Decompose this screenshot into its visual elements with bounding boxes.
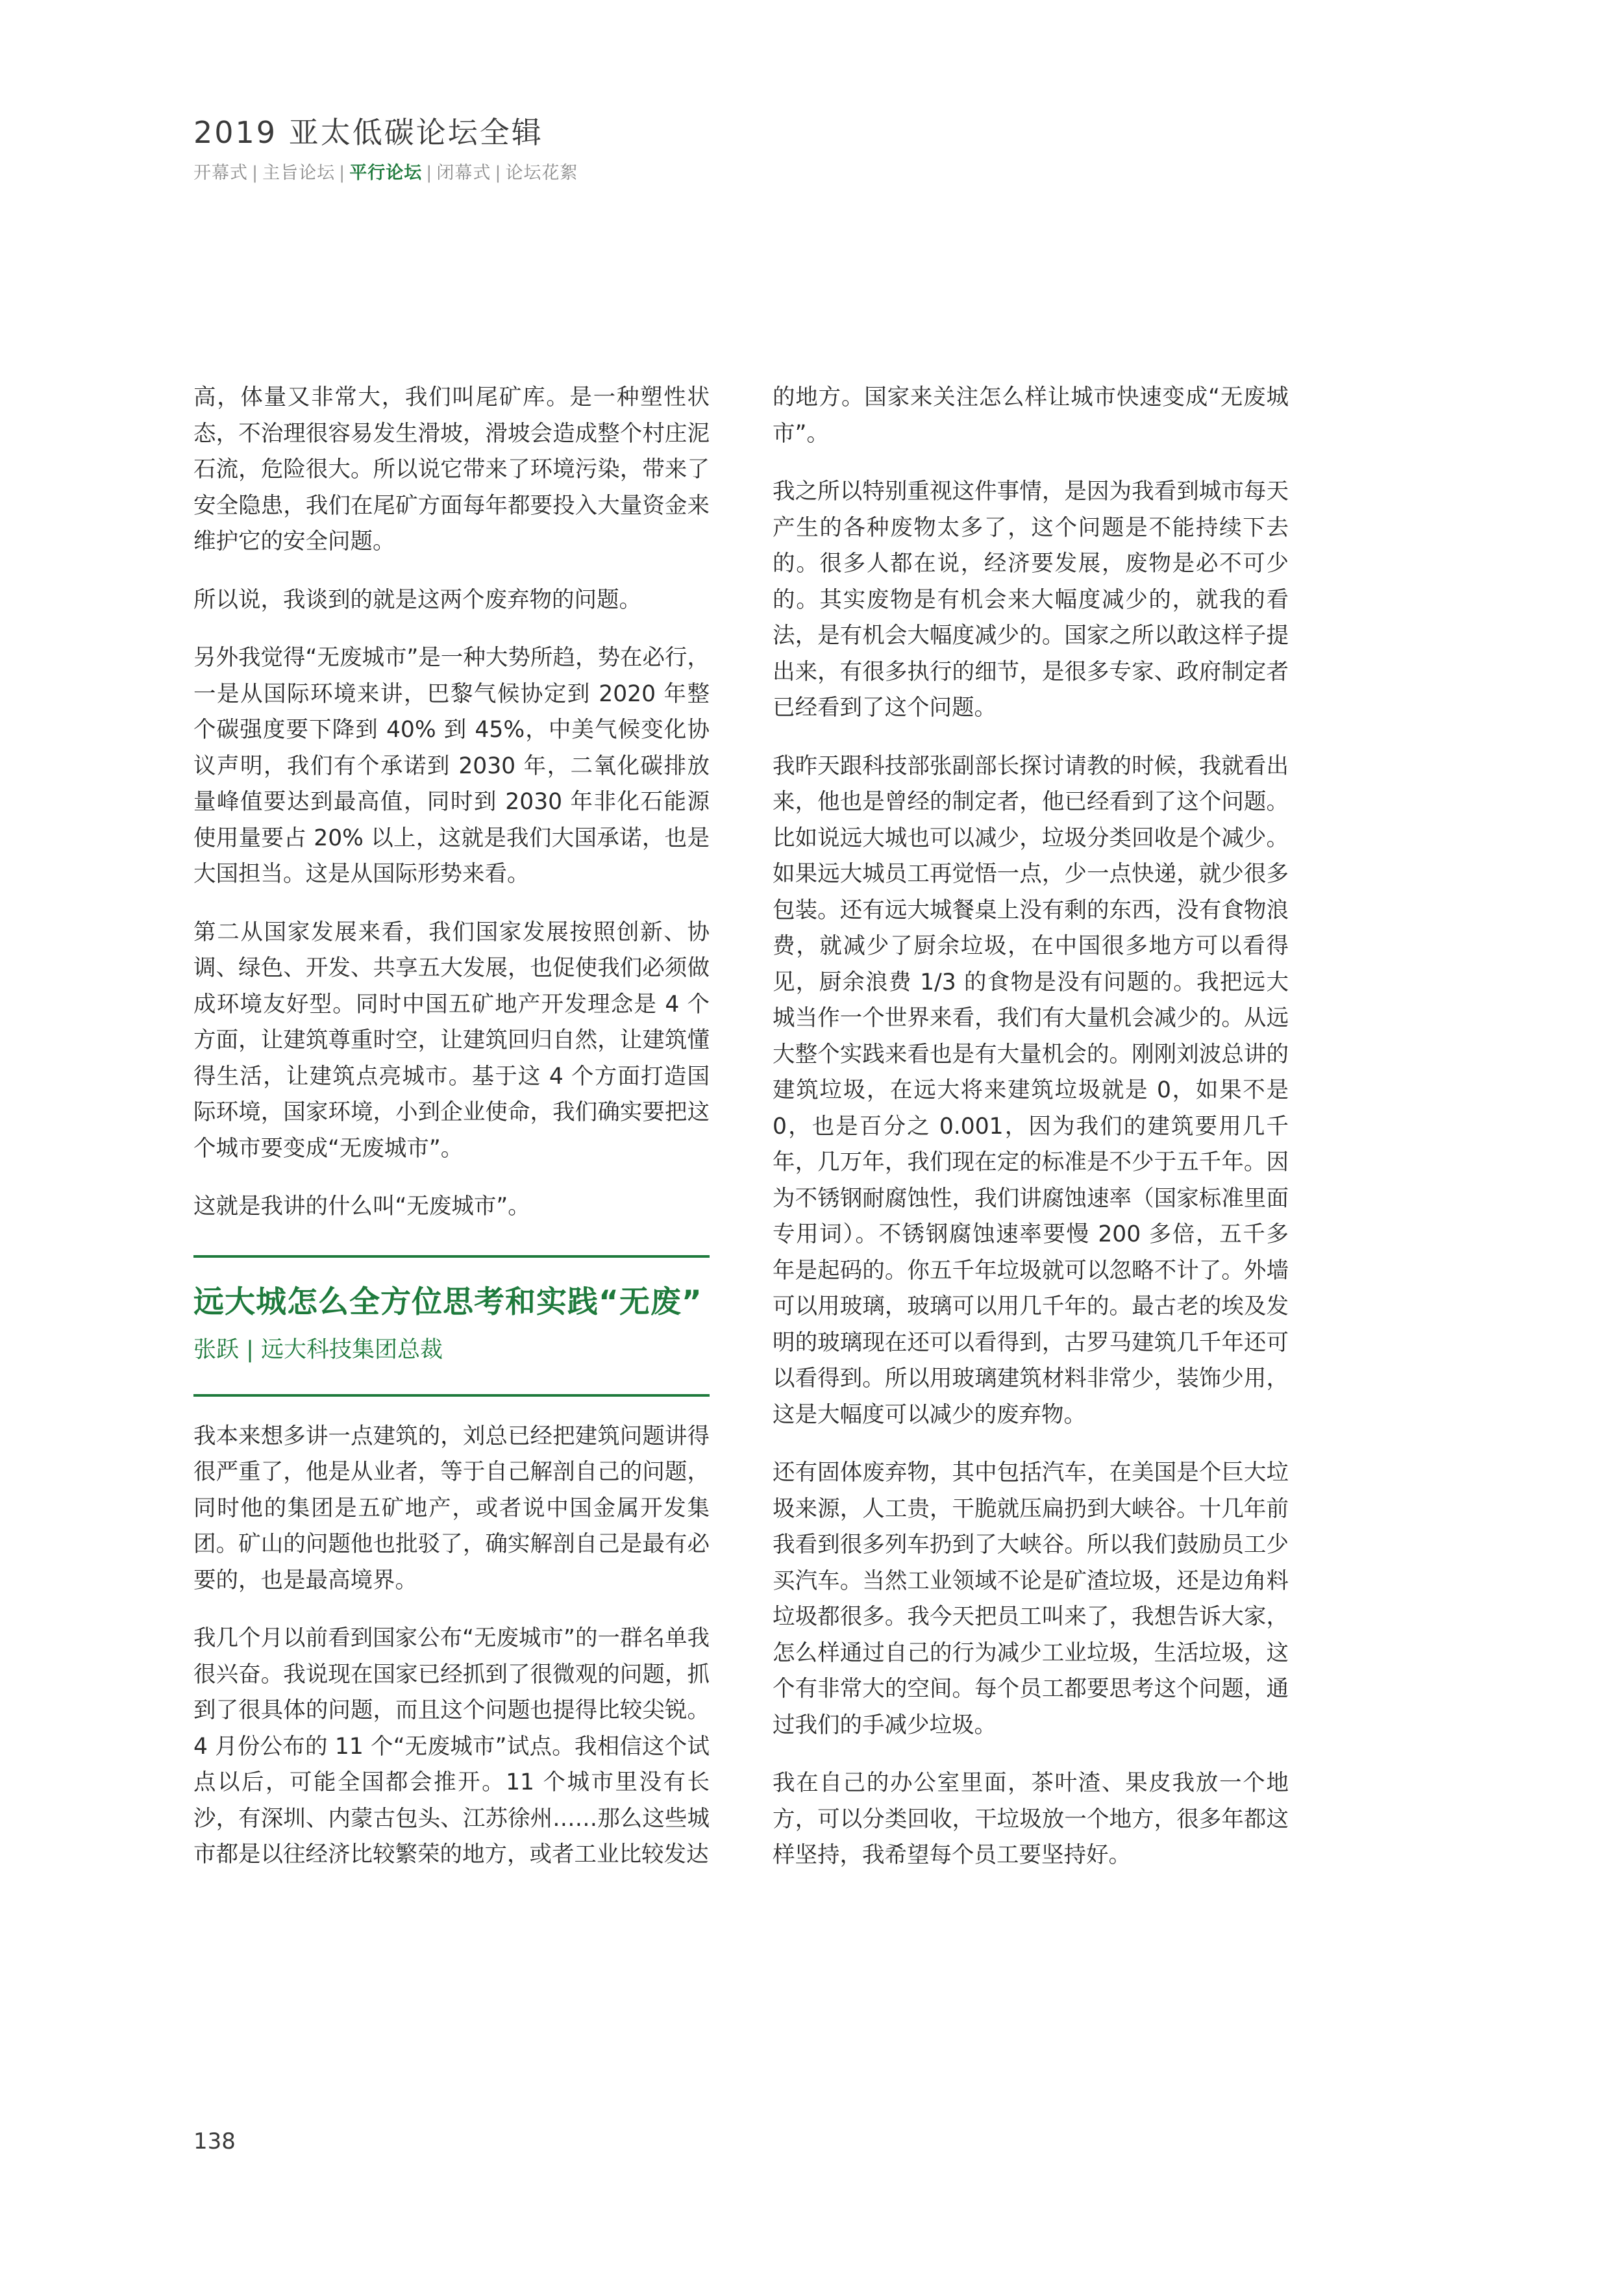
body-paragraph: 这就是我讲的什么叫“无废城市”。: [193, 1193, 530, 1219]
body-paragraph: 我在自己的办公室里面，茶叶渣、果皮我放一个地方，可以分类回收，干垃圾放一个地方，很多年都这样坚持，我希望每个员工要坚持好。: [773, 1770, 1289, 1868]
right-column: [773, 380, 1289, 1896]
body-paragraph: 还有固体废弃物，其中包括汽车，在美国是个巨大垃圾来源，人工贵，干脆就压扁扔到大峡谷。十几年前我看到很多列车扔到了大峡谷。所以我们鼓励员工少买汽车。当然工业领域不论是矿渣垃圾，还是边角料垃圾都很多。我今天把员工叫来了，我想告诉大家，怎么样通过自己的行为减少工业垃圾，生活垃圾，这个有非常大的空间。每个员工都要思考这个问题，通过我们的手减少垃圾。: [773, 1460, 1289, 1738]
body-paragraph: 第二从国家发展来看，我们国家发展按照创新、协调、绿色、开发、共享五大发展，也促使我们必须做成环境友好型。同时中国五矿地产开发理念是 4 个方面，让建筑尊重时空，让建筑回归自然，让建筑懂得生活，让建筑点亮城市。基于这 4 个方面打造国际环境，国家环境，小到企业使命，我们确实要把这个城市要变成“无废城市”。: [193, 919, 710, 1162]
section-speaker: 张跃 | 远大科技集团总裁: [193, 1336, 443, 1363]
nav-item-opening[interactable]: 开幕式: [193, 163, 248, 183]
nav-item-parallel-active[interactable]: 平行论坛: [349, 163, 423, 183]
nav-separator: |: [426, 163, 433, 183]
body-paragraph: 的地方。国家来关注怎么样让城市快速变成“无废城市”。: [773, 384, 1289, 447]
body-paragraph: 另外我觉得“无废城市”是一种大势所趋，势在必行，一是从国际环境来讲，巴黎气候协定到 2020 年整个碳强度要下降到 40% 到 45%，中美气候变化协议声明，我们有个承诺到 2030 年，二氧化碳排放量峰值要达到最高值，同时到 2030 年非化石能源使用量要占 20% 以上，这就是我们大国承诺，也是大国担当。这是从国际形势来看。: [193, 645, 710, 887]
body-paragraph: 我昨天跟科技部张副部长探讨请教的时候，我就看出来，他也是曾经的制定者，他已经看到了这个问题。比如说远大城也可以减少，垃圾分类回收是个减少。如果远大城员工再觉悟一点，少一点快递，就少很多包装。还有远大城餐桌上没有剩的东西，没有食物浪费，就减少了厨余垃圾，在中国很多地方可以看得见，厨余浪费 1/3 的食物是没有问题的。我把远大城当作一个世界来看，我们有大量机会减少的。从远大整个实践来看也是有大量机会的。刚刚刘波总讲的建筑垃圾，在远大将来建筑垃圾就是 0，如果不是 0，也是百分之 0.001，因为我们的建筑要用几千年，几万年，我们现在定的标准是不少于五千年。因为不锈钢耐腐蚀性，我们讲腐蚀速率（国家标准里面专用词）。不锈钢腐蚀速率要慢 200 多倍，五千多年是起码的。你五千年垃圾就可以忽略不计了。外墙可以用玻璃，玻璃可以用几千年的。最古老的埃及发明的玻璃现在还可以看得到，古罗马建筑几千年还可以看得到。所以用玻璃建筑材料非常少，装饰少用，这是大幅度可以减少的废弃物。: [773, 753, 1289, 1428]
body-paragraph: 我几个月以前看到国家公布“无废城市”的一群名单我很兴奋。我说现在国家已经抓到了很微观的问题，抓到了很具体的问题，而且这个问题也提得比较尖锐。4 月份公布的 11 个“无废城市”试点。我相信这个试点以后，可能全国都会推开。11 个城市里没有长沙，有深圳、内蒙古包头、江苏徐州……那么这些城市都是以往经济比较繁荣的地方，或者工业比较发达: [193, 1625, 710, 1867]
section-bottom-rule: [193, 1394, 710, 1397]
nav-separator: |: [339, 163, 346, 183]
page-number: 138: [193, 2128, 236, 2154]
nav-item-highlights[interactable]: 论坛花絮: [505, 163, 578, 183]
body-paragraph: 我之所以特别重视这件事情，是因为我看到城市每天产生的各种废物太多了，这个问题是不能持续下去的。很多人都在说，经济要发展，废物是必不可少的。其实废物是有机会来大幅度减少的，就我的看法，是有机会大幅度减少的。国家之所以敢这样子提出来，有很多执行的细节，是很多专家、政府制定者已经看到了这个问题。: [773, 479, 1289, 721]
left-column: [193, 380, 710, 1895]
body-paragraph: 我本来想多讲一点建筑的，刘总已经把建筑问题讲得很严重了，他是从业者，等于自己解剖自己的问题，同时他的集团是五矿地产，或者说中国金属开发集团。矿山的问题他也批驳了，确实解剖自己是最有必要的，也是最高境界。: [193, 1423, 710, 1593]
publication-title: 2019 亚太低碳论坛全辑: [193, 115, 543, 150]
section-top-rule: [193, 1255, 710, 1258]
nav-separator: |: [495, 163, 502, 183]
body-paragraph: 所以说，我谈到的就是这两个废弃物的问题。: [193, 586, 641, 613]
nav-item-keynote[interactable]: 主旨论坛: [262, 163, 336, 183]
nav-separator: |: [252, 163, 259, 183]
section-nav: [193, 158, 578, 184]
section-heading: 远大城怎么全方位思考和实践“无废”: [193, 1284, 702, 1320]
body-paragraph: 高，体量又非常大，我们叫尾矿库。是一种塑性状态，不治理很容易发生滑坡，滑坡会造成整个村庄泥石流，危险很大。所以说它带来了环境污染，带来了安全隐患，我们在尾矿方面每年都要投入大量资金来维护它的安全问题。: [193, 384, 710, 555]
nav-item-closing[interactable]: 闭幕式: [436, 163, 491, 183]
